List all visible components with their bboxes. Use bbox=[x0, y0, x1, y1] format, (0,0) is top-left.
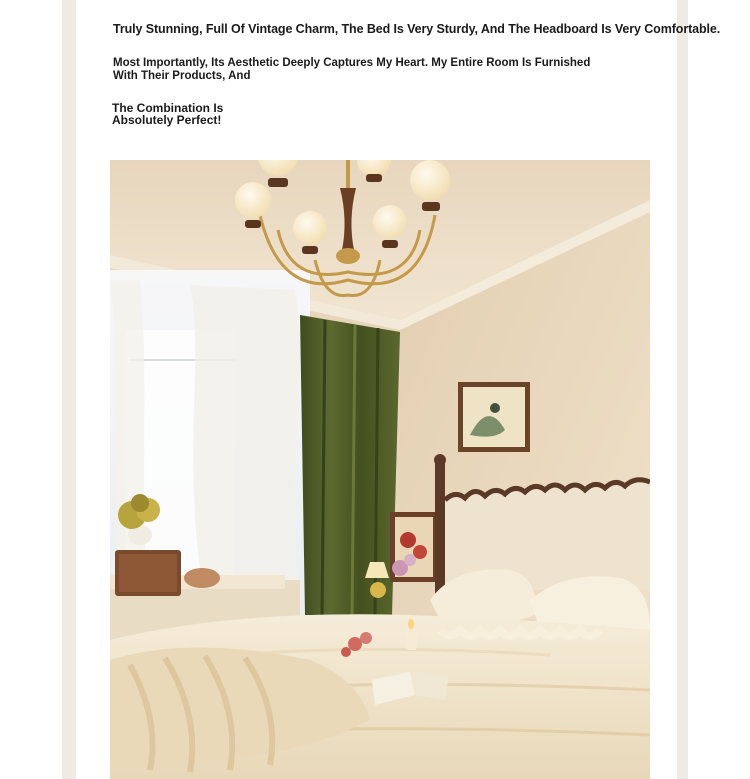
review-text-line-1: Truly Stunning, Full Of Vintage Charm, The Bed Is Very Sturdy, And The Headboard Is Very Comfortable. bbox=[113, 22, 721, 36]
bedroom-illustration bbox=[110, 160, 650, 779]
left-border bbox=[62, 0, 76, 779]
right-border bbox=[677, 0, 688, 779]
review-text-line-2: Most Importantly, Its Aesthetic Deeply Captures My Heart. My Entire Room Is Furnished With Their Products, And bbox=[113, 57, 591, 82]
review-text-line-3: The Combination Is Absolutely Perfect! bbox=[112, 101, 224, 127]
bedroom-photo[interactable] bbox=[110, 160, 650, 779]
